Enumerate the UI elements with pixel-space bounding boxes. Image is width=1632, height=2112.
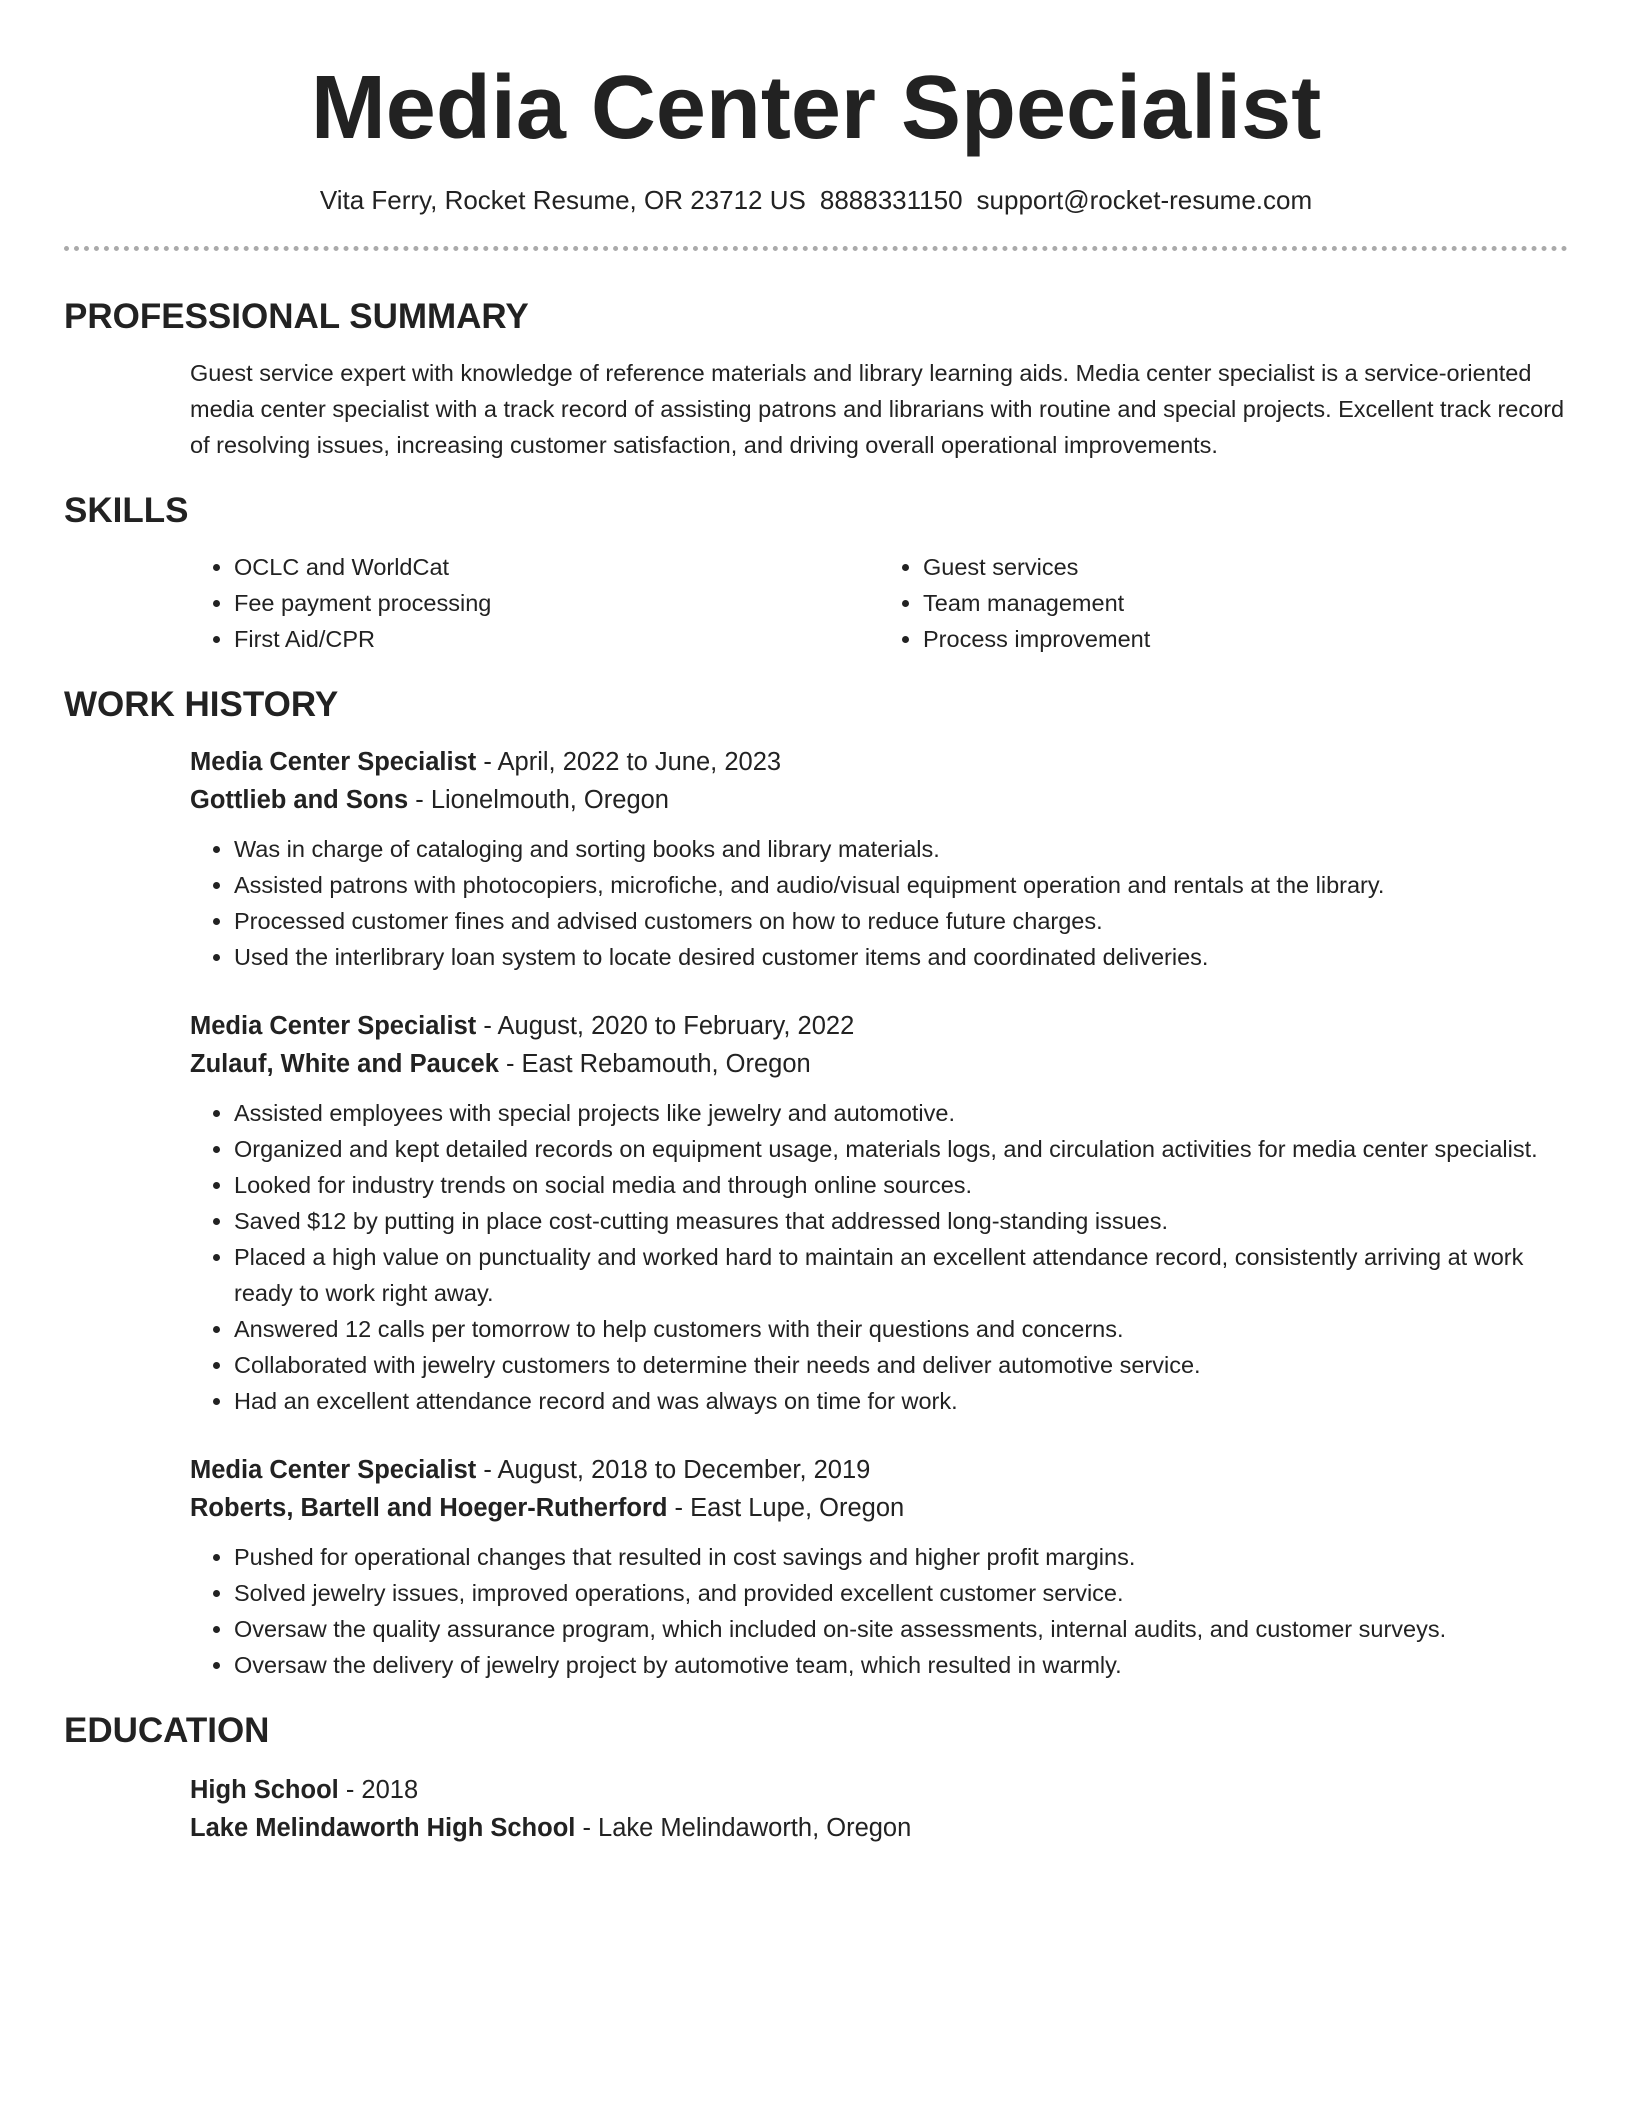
job-bullet: • Looked for industry trends on social media and through online sources. [234,1167,1568,1203]
job-role: Media Center Specialist [190,748,477,776]
job-role: Media Center Specialist [190,1012,477,1040]
job-bullet: • Oversaw the quality assurance program, which included on-site assessments, internal audits, and customer surveys. [234,1611,1568,1647]
job-company-line [190,1045,1568,1083]
job-company: Zulauf, White and Paucek [190,1050,499,1078]
job-bullet: • Oversaw the delivery of jewelry project by automotive team, which resulted in warmly. [234,1647,1568,1683]
section-title-skills: SKILLS [64,491,189,530]
skill-item: • Process improvement [923,621,1568,657]
section-title-work: WORK HISTORY [64,685,339,724]
education-degree: High School [190,1776,339,1804]
skill-item: • First Aid/CPR [234,621,879,657]
section-title-summary: PROFESSIONAL SUMMARY [64,297,529,336]
section-title-education: EDUCATION [64,1711,270,1750]
job-entry [190,1451,1568,1683]
job-bullets [190,1539,1568,1683]
job-dates: - August, 2018 to December, 2019 [476,1456,871,1484]
job-title-line [190,1007,1568,1045]
job-entry [190,743,1568,975]
job-bullet: • Was in charge of cataloging and sorting books and library materials. [234,831,1568,867]
job-dates: - August, 2020 to February, 2022 [476,1012,855,1040]
job-entry [190,1007,1568,1419]
job-company: Gottlieb and Sons [190,786,409,814]
job-location: - Lionelmouth, Oregon [408,786,669,814]
job-bullet: • Organized and kept detailed records on equipment usage, materials logs, and circulation activities for media center specialist. [234,1131,1568,1167]
job-bullet: • Collaborated with jewelry customers to determine their needs and deliver automotive service. [234,1347,1568,1383]
job-bullet: • Saved $12 by putting in place cost-cutting measures that addressed long-standing issues. [234,1203,1568,1239]
job-bullet: • Placed a high value on punctuality and worked hard to maintain an excellent attendance record, consistently arriving at work ready to work right away. [234,1239,1568,1311]
skill-item: • Team management [923,585,1568,621]
job-location: - East Lupe, Oregon [667,1494,905,1522]
education-school: Lake Melindaworth High School [190,1814,576,1842]
skill-item: • Guest services [923,549,1568,585]
contact-email: support@rocket-resume.com [976,185,1313,215]
contact-line [64,182,1568,218]
skill-item: • OCLC and WorldCat [234,549,879,585]
job-bullet: • Pushed for operational changes that resulted in cost savings and higher profit margins. [234,1539,1568,1575]
job-company: Roberts, Bartell and Hoeger-Rutherford [190,1494,668,1522]
job-title-line [190,1451,1568,1489]
job-dates: - April, 2022 to June, 2023 [476,748,782,776]
job-bullets [190,831,1568,975]
skill-item: • Fee payment processing [234,585,879,621]
education-degree-line [190,1771,1568,1809]
job-bullet: • Processed customer fines and advised customers on how to reduce future charges. [234,903,1568,939]
summary-body [190,355,1568,463]
job-location: - East Rebamouth, Oregon [498,1050,811,1078]
education-year: - 2018 [338,1776,419,1804]
job-bullet: • Solved jewelry issues, improved operations, and provided excellent customer service. [234,1575,1568,1611]
job-bullet: • Assisted employees with special projects like jewelry and automotive. [234,1095,1568,1131]
job-bullet: • Had an excellent attendance record and was always on time for work. [234,1383,1568,1419]
job-role: Media Center Specialist [190,1456,477,1484]
job-bullet: • Used the interlibrary loan system to locate desired customer items and coordinated deliveries. [234,939,1568,975]
education-entry [190,1771,1568,1847]
resume-name: Media Center Specialist [310,58,1322,158]
job-company-line [190,781,1568,819]
education-school-line [190,1809,1568,1847]
contact-address: Vita Ferry, Rocket Resume, OR 23712 US [319,185,806,215]
skills-column-left [190,549,879,657]
header-divider [64,246,1568,251]
job-bullets [190,1095,1568,1419]
education-location: - Lake Melindaworth, Oregon [575,1814,912,1842]
skills-list [190,549,1568,657]
job-title-line [190,743,1568,781]
contact-phone: 8888331150 [819,185,963,215]
skills-column-right [879,549,1568,657]
summary-text: Guest service expert with knowledge of reference materials and library learning aids. Media center specialist is a service-oriented media center specialist with a track record of assisting patrons and librarians with routine and special projects. Excellent track record of resolving issues, increasing customer satisfaction, and driving overall operational improvements. [190,360,1565,458]
job-bullet: • Answered 12 calls per tomorrow to help customers with their questions and concerns. [234,1311,1568,1347]
job-bullet: • Assisted patrons with photocopiers, microfiche, and audio/visual equipment operation and rentals at the library. [234,867,1568,903]
job-company-line [190,1489,1568,1527]
